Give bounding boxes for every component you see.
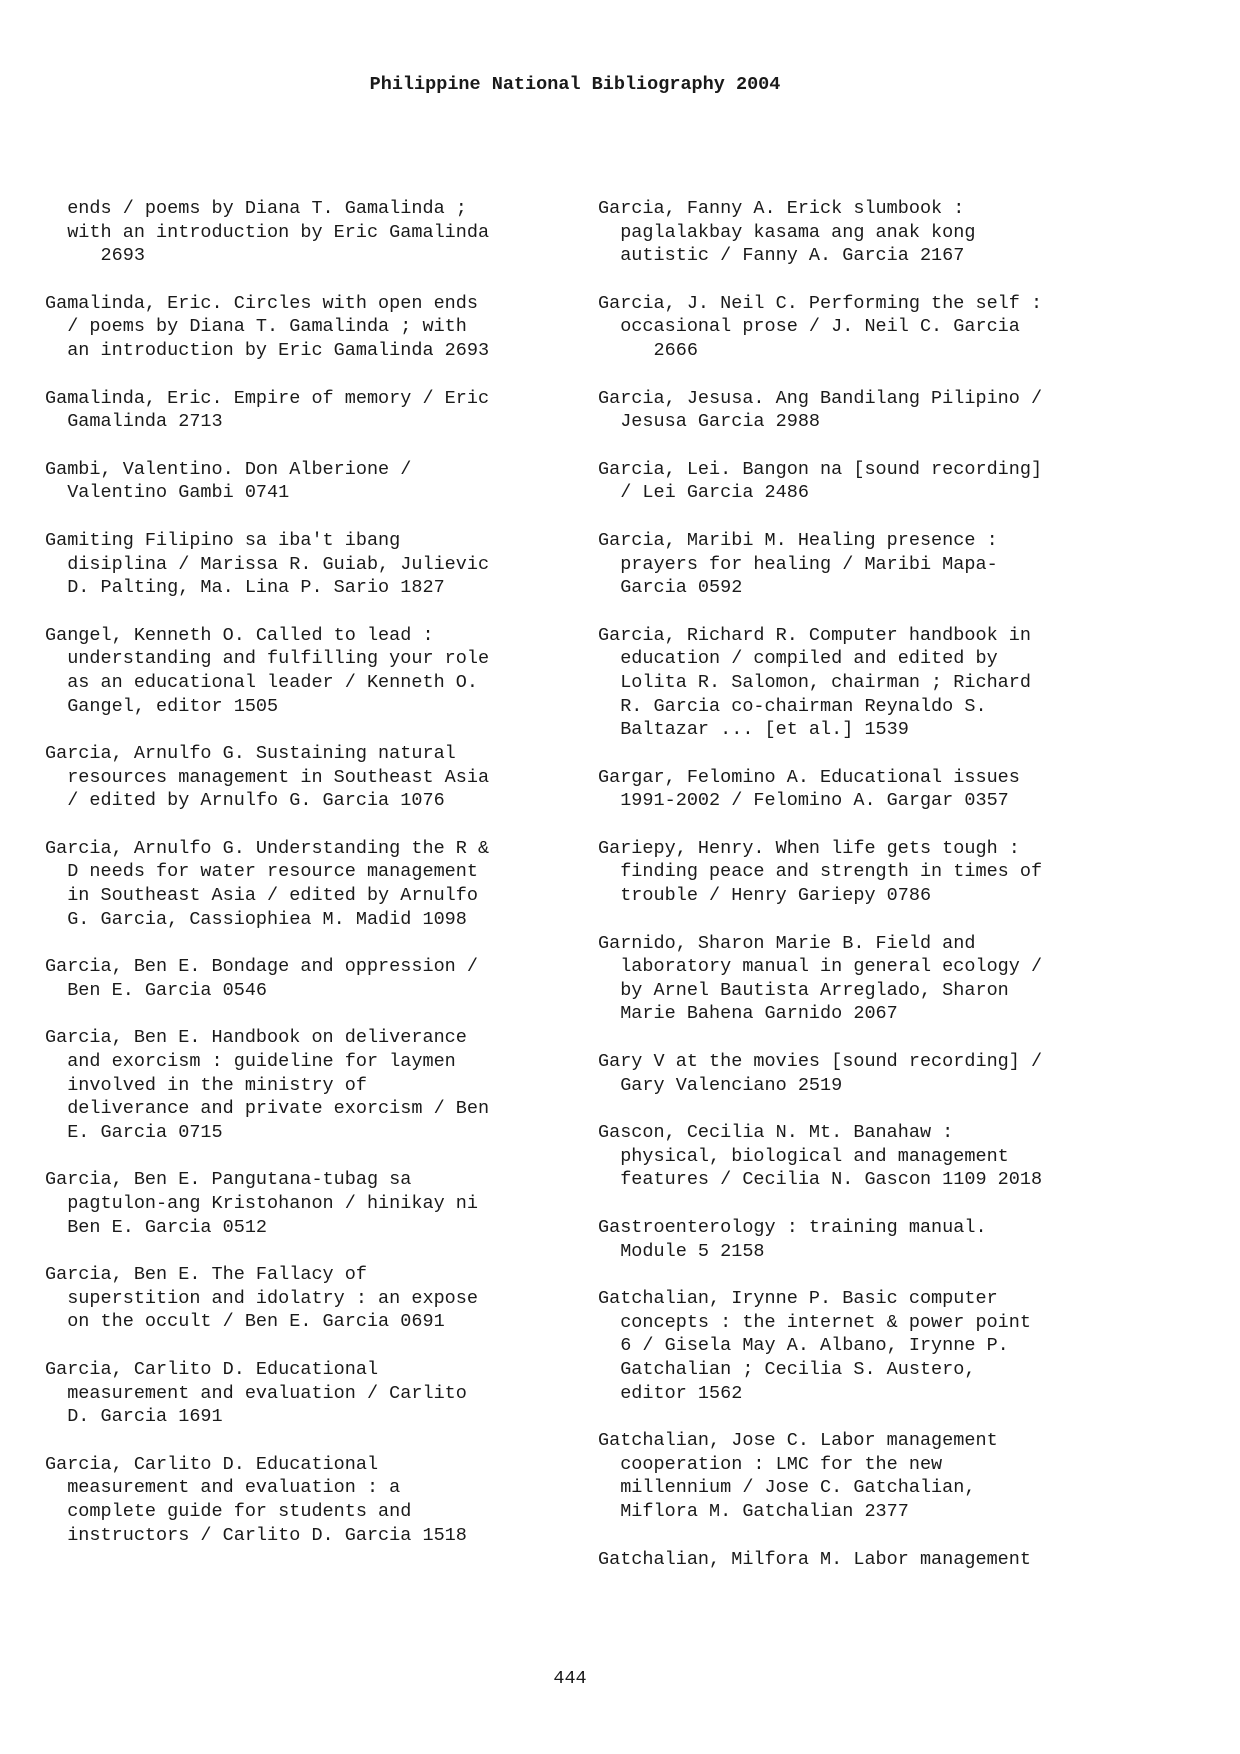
bibliography-entry: Garcia, Jesusa. Ang Bandilang Pilipino / Jesusa Garcia 2988 — [598, 387, 1043, 433]
bibliography-entry: Gamalinda, Eric. Circles with open ends / poems by Diana T. Gamalinda ; with an introduction by Eric Gamalinda 2693 — [45, 292, 490, 361]
bibliography-entry: Gascon, Cecilia N. Mt. Banahaw : physical, biological and management features / Cecilia N. Gascon 1109 2018 — [598, 1122, 1043, 1191]
bibliography-entry: Garnido, Sharon Marie B. Field and laboratory manual in general ecology / by Arnel Bautista Arreglado, Sharon Marie Bahena Garnido 2067 — [598, 932, 1043, 1025]
bibliography-entry: Gambi, Valentino. Don Alberione / Valentino Gambi 0741 — [45, 458, 412, 504]
bibliography-entry: Garcia, Maribi M. Healing presence : prayers for healing / Maribi Mapa- Garcia 0592 — [598, 529, 998, 599]
bibliography-entry: Gatchalian, Jose C. Labor management cooperation : LMC for the new millennium / Jose C. Gatchalian, Miflora M. Gatchalian 2377 — [598, 1430, 998, 1522]
bibliography-entry: Garcia, Carlito D. Educational measurement and evaluation : a complete guide for students and instructors / Carlito D. Garcia 1518 — [45, 1453, 467, 1546]
bibliography-entry: Gastroenterology : training manual. Module 5 2158 — [598, 1217, 987, 1262]
bibliography-entry: Garcia, Ben E. Handbook on deliverance and exorcism : guideline for laymen involved in the ministry of deliverance and private exorcism / Ben E. Garcia 0715 — [45, 1027, 490, 1143]
bibliography-entry: Garcia, Arnulfo G. Understanding the R & D needs for water resource management in Southeast Asia / edited by Arnulfo G. Garcia, Cassiophiea M. Madid 1098 — [45, 837, 490, 930]
bibliography-entry: Garcia, Arnulfo G. Sustaining natural resources management in Southeast Asia / edited by Arnulfo G. Garcia 1076 — [45, 743, 490, 812]
bibliography-entry: Garcia, Carlito D. Educational measurement and evaluation / Carlito D. Garcia 1691 — [45, 1358, 467, 1428]
page-number: 444 — [553, 1668, 587, 1689]
right-column — [598, 197, 1158, 1595]
bibliography-entry: Gariepy, Henry. When life gets tough : finding peace and strength in times of trouble / Henry Gariepy 0786 — [598, 837, 1043, 907]
left-column — [45, 197, 585, 1571]
bibliography-entry: Gatchalian, Irynne P. Basic computer concepts : the internet & power point 6 / Gisela May A. Albano, Irynne P. Gatchalian ; Cecilia S. Austero, editor 1562 — [598, 1288, 1031, 1404]
bibliography-entry: Gargar, Felomino A. Educational issues 1991-2002 / Felomino A. Gargar 0357 — [598, 766, 1020, 812]
bibliography-entry: Gamalinda, Eric. Empire of memory / Eric Gamalinda 2713 — [45, 387, 490, 433]
bibliography-entry: Gary V at the movies [sound recording] / Gary Valenciano 2519 — [598, 1051, 1043, 1096]
bibliography-entry: Garcia, Ben E. Pangutana-tubag sa pagtulon-ang Kristohanon / hinikay ni Ben E. Garcia 0512 — [45, 1169, 478, 1238]
bibliography-entry: Gatchalian, Milfora M. Labor management — [598, 1548, 1031, 1570]
bibliography-entry: ends / poems by Diana T. Gamalinda ; with an introduction by Eric Gamalinda 2693 — [67, 198, 490, 267]
bibliography-entry: Gangel, Kenneth O. Called to lead : understanding and fulfilling your role as an educational leader / Kenneth O. Gangel, editor 1505 — [45, 624, 490, 717]
bibliography-entry: Garcia, J. Neil C. Performing the self : occasional prose / J. Neil C. Garcia 2666 — [598, 292, 1043, 361]
bibliography-entry: Gamiting Filipino sa iba't ibang disiplina / Marissa R. Guiab, Julievic D. Palting, Ma. Lina P. Sario 1827 — [45, 529, 490, 599]
bibliography-entry: Garcia, Lei. Bangon na [sound recording] / Lei Garcia 2486 — [598, 458, 1043, 504]
bibliography-entry: Garcia, Ben E. Bondage and oppression / Ben E. Garcia 0546 — [45, 956, 478, 1001]
bibliography-entry: Garcia, Fanny A. Erick slumbook : paglalakbay kasama ang anak kong autistic / Fanny A. Garcia 2167 — [598, 198, 976, 267]
bibliography-entry: Garcia, Ben E. The Fallacy of superstition and idolatry : an expose on the occult / Ben E. Garcia 0691 — [45, 1264, 478, 1333]
bibliography-entry: Garcia, Richard R. Computer handbook in education / compiled and edited by Lolita R. Salomon, chairman ; Richard R. Garcia co-chairman Reynaldo S. Baltazar ... [et al.] 1539 — [598, 624, 1031, 741]
page-title: Philippine National Bibliography 2004 — [369, 74, 781, 95]
